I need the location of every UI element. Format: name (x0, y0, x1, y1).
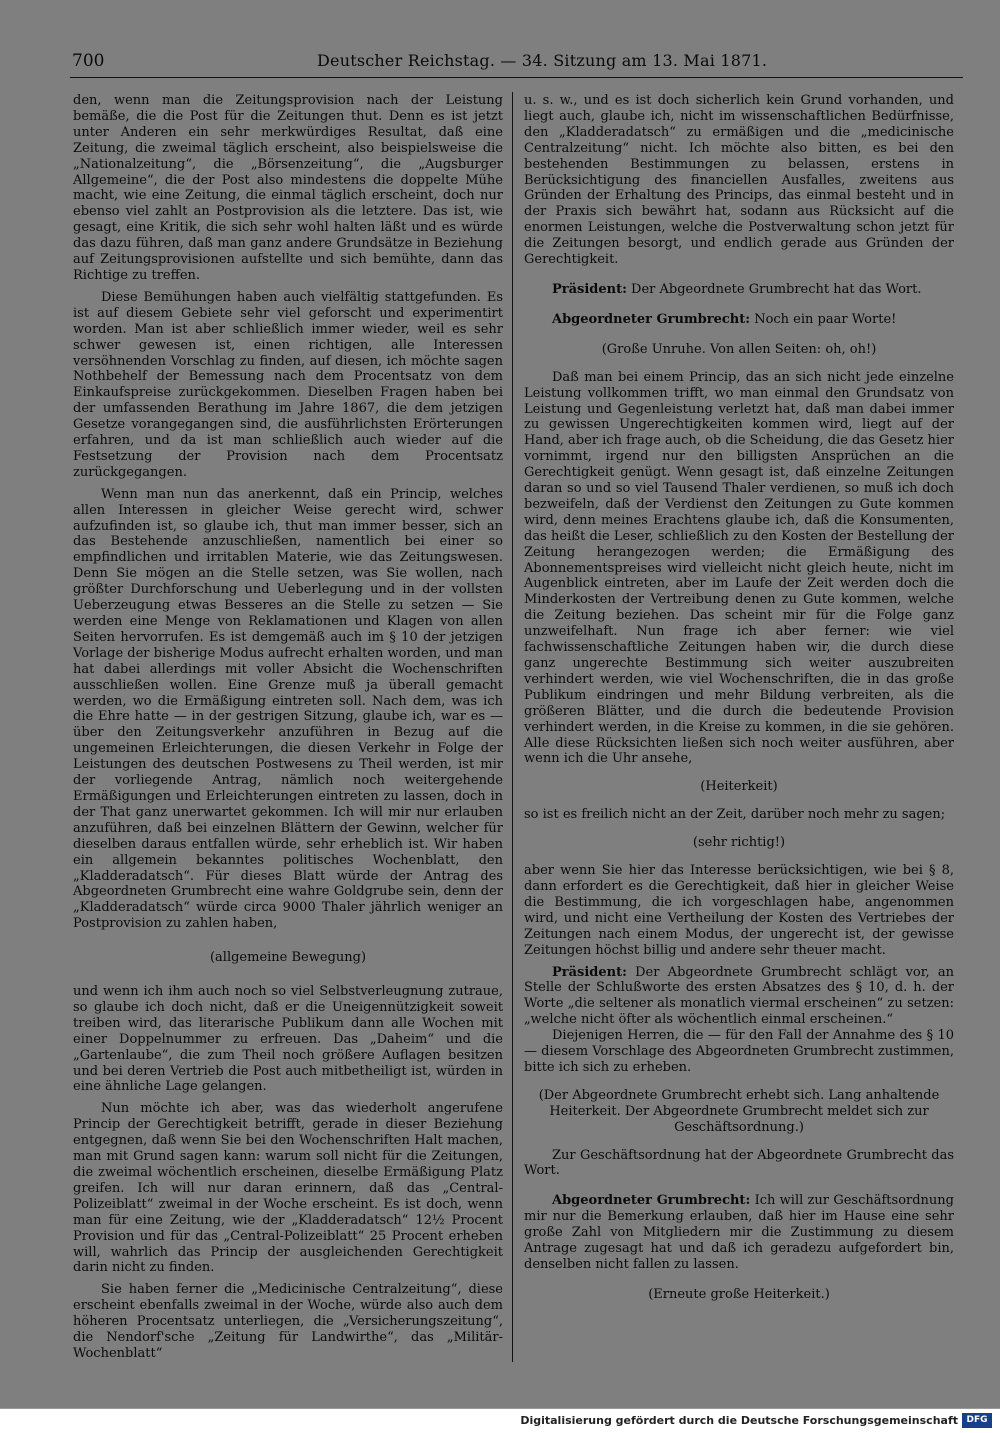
speaker-line: Präsident: Der Abgeordnete Grumbrecht hat das Wort. (552, 281, 922, 297)
paragraph: Zur Geschäftsordnung hat der Abgeordnete Grumbrecht das Wort. (524, 1147, 954, 1179)
header-rule (70, 77, 963, 78)
stage-direction: (allgemeine Bewegung) (209, 950, 367, 966)
page-number: 700 (72, 51, 105, 71)
paragraph: Sie haben ferner die „Medicinische Centralzeitung“, diese erscheint ebenfalls zweimal in der Woche, würde also auch dem höheren Procentsatz unterliegen, die „Versicherungszeitung“, die Nendorf'sche „Zeitung für Landwirthe“, das „Militär-Wochenblatt“ (73, 1282, 503, 1361)
page-header (72, 50, 962, 72)
stage-direction: (Erneute große Heiterkeit.) (648, 1286, 830, 1302)
dfg-logo: DFG (962, 1413, 992, 1428)
paragraph: aber wenn Sie hier das Interesse berücksichtigen, wie bei § 8, dann erfordert es die Gerechtigkeit, daß hier in gleicher Weise die Bestimmung, die ich vorgeschlagen habe, angenommen wird, und nicht eine Vertheilung der Kosten des Vertriebes der Zeitungen nach einem Modus, der ungerecht ist, der gewisse Zeitungen höchst billig und andere sehr theuer macht. (524, 863, 954, 958)
paragraph: Daß man bei einem Princip, das an sich nicht jede einzelne Leistung vollkommen trifft, wo man einmal den Grundsatz von Leistung und Gegenleistung verletzt hat, daß man dabei immer zu gewissen Ungerechtigkeiten kommen wird, liegt auf der Hand, aber ich frage auch, ob die Scheidung, die das Gesetz hier vornimmt, irgend nur den billigsten Ansprüchen an die Gerechtigkeit genügt. Wenn gesagt ist, daß einzelne Zeitungen daran so und so viel Tausend Thaler verdienen, so muß ich doch bezweifeln, daß der Verdienst den Zeitungen zu Gute kommen wird, denn meines Erachtens glaube ich, daß die Konsumenten, das heißt die Leser, schließlich zu den Kosten der Bestellung der Zeitung herangezogen werden; die Ermäßigung des Abonnementspreises wird vielleicht nicht gleich heute, nicht im Augenblick eintreten, aber im Laufe der Zeit werden doch die Minderkosten der Vertreibung denen zu Gute kommen, welche die Zeitung beziehen. Das scheint mir für die Folge ganz unzweifelhaft. Nun frage ich aber ferner: wie viel fachwissenschaftliche Zeitungen haben wir, die durch diese ganz ungerechte Bestimmung sich weiter auszubreiten verhindert werden, wie viel Wochenschriften, die in das große Publikum eindringen und mehr Bildung verbreiten, als die größeren Blätter, und die durch die bedeutende Provision verhindert werden, in die Kreise zu kommen, in die sie gehören. Alle diese Rücksichten ließen sich noch weiter ausführen, aber wenn ich die Uhr ansehe, (524, 369, 954, 767)
paragraph: und wenn ich ihm auch noch so viel Selbstverleugnung zutraue, so glaube ich doch nicht, daß er die Uneigennützigkeit soweit treiben wird, das literarische Publikum dann alle Wochen mit einer Doppelnummer zu erfreuen. Das „Daheim“ und die „Gartenlaube“, die zum Theil noch größere Auflagen besitzen und bei deren Vertrieb die Post auch mitbetheiligt ist, würden in eine ähnliche Lage gelangen. (73, 984, 503, 1095)
left-column (73, 93, 503, 1362)
stage-direction: (Heiterkeit) (700, 779, 778, 795)
paragraph: Nun möchte ich aber, was das wiederholt angerufene Princip der Gerechtigkeit betrifft, gerade in dieser Beziehung entgegnen, daß wenn Sie bei den Wochenschriften Halt machen, man mit Grund sagen kann: warum soll nicht für die Zeitungen, die zweimal wöchentlich erscheinen, dieselbe Ermäßigung Platz greifen. Ich will nur daran erinnern, daß das „Central-Polizeiblatt“ zweimal in der Woche erscheint. Es ist doch, wenn man für eine Zeitung, wie der „Kladderadatsch“ 12½ Procent Provision und für das „Central-Polizeiblatt“ 25 Procent erheben will, wahrlich das Princip der ausgleichenden Gerechtigkeit darin nicht zu finden. (73, 1101, 503, 1276)
speaker-line: Abgeordneter Grumbrecht: Ich will zur Geschäftsordnung mir nur die Bemerkung erlauben, daß hier im Hause eine sehr große Zahl von Mitgliedern mir die Zustimmung zu diesem Antrage zugesagt hat und daß ich geradezu aufgefordert bin, denselben nicht fallen zu lassen. (524, 1193, 954, 1272)
stage-direction: (sehr richtig!) (692, 835, 786, 851)
column-divider (512, 92, 513, 1362)
right-column (524, 93, 954, 1315)
stage-direction: (Große Unruhe. Von allen Seiten: oh, oh!) (601, 341, 877, 357)
paragraph: Diese Bemühungen haben auch vielfältig stattgefunden. Es ist auf diesem Gebiete sehr viel geforscht und experimentirt worden. Man ist aber schließlich immer wieder, weil es sehr schwer gewesen ist, einen richtigen, alle Interessen versöhnenden Vorschlag zu finden, auf diesen, ich möchte sagen Nothbehelf der Bemessung nach dem Procentsatz von dem Einkaufspreise zurückgekommen. Dieselben Fragen haben bei der umfassenden Berathung im Jahre 1867, die dem jetzigen Gesetze vorangegangen sind, die ausführlichsten Erörterungen erfahren, und da ist man schließlich auch wieder auf die Festsetzung der Provision nach dem Procentsatz zurückgegangen. (73, 289, 503, 480)
funding-credit: Digitalisierung gefördert durch die Deutsche Forschungsgemeinschaft (520, 1414, 958, 1427)
footer-bar (0, 1408, 1000, 1433)
paragraph: Diejenigen Herren, die — für den Fall der Annahme des § 10 — diesem Vorschlage des Abgeordneten Grumbrecht zustimmen, bitte ich sich zu erheben. (524, 1028, 954, 1075)
paragraph: Wenn man nun das anerkennt, daß ein Princip, welches allen Interessen in gleicher Weise gerecht wird, schwer aufzufinden ist, so glaube ich, thut man immer besser, sich an das Bestehende anzuschließen, namentlich bei einer so empfindlichen und irritablen Materie, wie das Zeitungswesen. Denn Sie mögen an die Stelle setzen, was Sie wollen, nach größter Durchforschung und Ueberlegung und in der vollsten Ueberzeugung etwas Besseres an die Stelle zu setzen — Sie werden eine Menge von Reklamationen und Klagen von allen Seiten hervorrufen. Es ist demgemäß auch im § 10 der jetzigen Vorlage der bisherige Modus aufrecht erhalten worden, und man hat dabei allerdings mit voller Absicht die Wochenschriften ausschließen wollen. Eine Grenze muß ja überall gemacht werden, wo die Ermäßigung eintreten soll. Nach dem, was ich die Ehre hatte — in der gestrigen Sitzung, glaube ich, war es — über den Zeitungsverkehr anzuführen in Bezug auf die ungemeinen Erleichterungen, die diesen Verkehr in Folge der Leistungen des deutschen Postwesens zu Theil werden, ist mir der vorliegende Antrag, nämlich noch weitergehende Ermäßigungen und Erleichterungen eintreten zu lassen, doch in der That ganz unerwartet gekommen. Ich will mir nur erlauben anzuführen, daß bei einzelnen Blättern der Gewinn, welcher für dieselben daraus entfallen würde, sehr erheblich ist. Wir haben ein allgemein bekanntes politisches Wochenblatt, den „Kladderadatsch“. Für dieses Blatt würde der Antrag des Abgeordneten Grumbrecht eine wahre Goldgrube sein, denn der „Kladderadatsch“ würde circa 9000 Thaler jährlich weniger an Postprovision zu zahlen haben, (73, 486, 503, 932)
paragraph: u. s. w., und es ist doch sicherlich kein Grund vorhanden, und liegt auch, glaube ich, nicht im wissenschaftlichen Bedürfnisse, den „Kladderadatsch“ zu ermäßigen und die „medicinische Centralzeitung“ nicht. Ich möchte also bitten, es bei den bestehenden Bestimmungen zu belassen, erstens in Berücksichtigung des financiellen Ausfalles, zweitens aus Gründen der Erhaltung des Princips, das einmal besteht und in der Praxis sich bewährt hat, sodann aus Rücksicht auf die enormen Leistungen, welche die Postverwaltung schon jetzt für die Zeitungen besorgt, und endlich gerade aus Gründen der Gerechtigkeit. (524, 93, 954, 268)
speaker-line: Abgeordneter Grumbrecht: Noch ein paar Worte! (552, 311, 897, 327)
paragraph: den, wenn man die Zeitungsprovision nach der Leistung bemäße, die die Post für die Zeitungen thut. Denn es ist jetzt unter Anderen ein sehr merkwürdiges Resultat, daß eine Zeitung, die zweimal täglich erscheint, also beispielsweise die „Nationalzeitung“, die „Börsenzeitung“, die „Augsburger Allgemeine“, die der Post also mindestens die doppelte Mühe macht, wie eine Zeitung, die einmal täglich erscheint, doch nur ebenso viel zahlt an Postprovision als die letztere. Das ist, wie gesagt, eine Kritik, die sich sehr wohl halten läßt und es würde das dazu führen, daß man ganz andere Grundsätze in Beziehung auf Zeitungsprovisionen aufstellte und sich bemühte, dann das Richtige zu treffen. (73, 93, 503, 283)
speaker-line: Präsident: Der Abgeordnete Grumbrecht schlägt vor, an Stelle der Schlußworte des ersten Absatzes des § 10, d. h. der Worte „die seltener als monatlich viermal erscheinen“ zu setzen: „welche nicht öfter als wöchentlich einmal erscheinen.“ (524, 964, 954, 1028)
paragraph: so ist es freilich nicht an der Zeit, darüber noch mehr zu sagen; (524, 807, 946, 823)
stage-direction: (Der Abgeordnete Grumbrecht erhebt sich. Lang anhaltende Heiterkeit. Der Abgeordnete Grumbrecht meldet sich zur Geschäftsordnung.) (538, 1087, 940, 1135)
running-title: Deutscher Reichstag. — 34. Sitzung am 13. Mai 1871. (317, 51, 768, 70)
